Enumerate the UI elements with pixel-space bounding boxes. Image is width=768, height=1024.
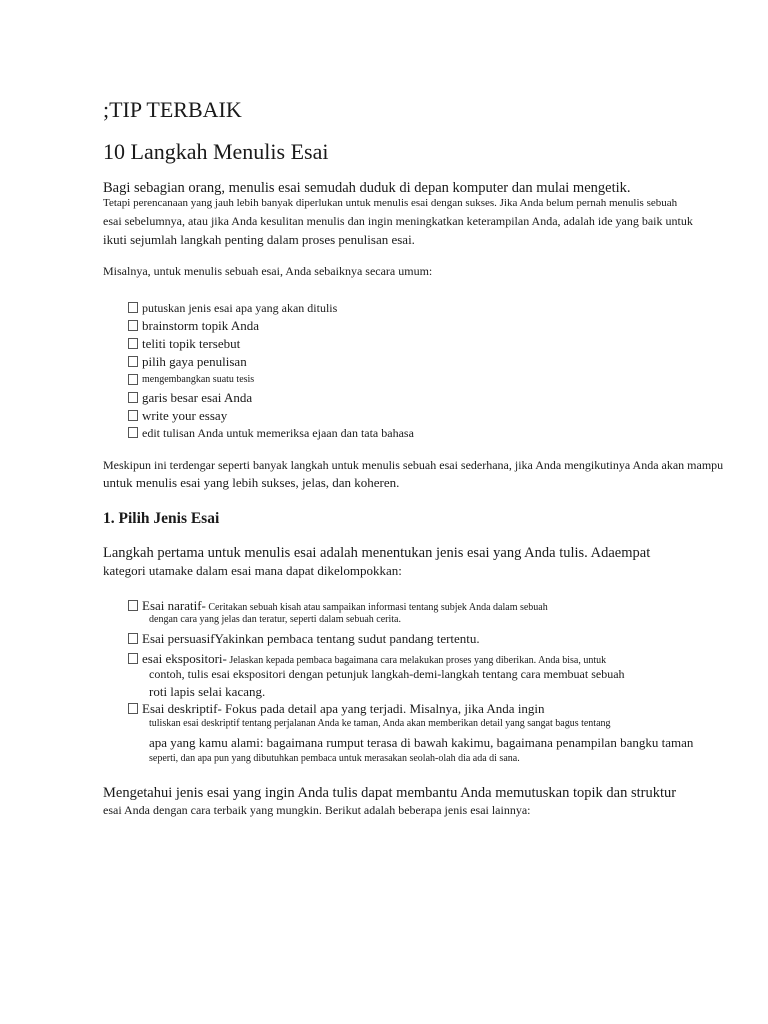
closing-line-1: Mengetahui jenis esai yang ingin Anda tulis dapat membantu Anda memutuskan topik dan struktur: [103, 785, 677, 801]
list-item: brainstorm topik Anda: [128, 319, 259, 332]
checkbox-icon: [128, 356, 138, 367]
type-ekspositori-desc: roti lapis selai kacang.: [149, 684, 266, 699]
list-item: write your essay: [128, 409, 227, 422]
section-heading: 1. Pilih Jenis Esai: [103, 510, 220, 527]
list-item: Esai persuasifYakinkan pembaca tentang sudut pandang tertentu.: [128, 632, 480, 645]
checkbox-icon: [128, 392, 138, 403]
section-intro-line-1: Langkah pertama untuk menulis esai adalah menentukan jenis esai yang Anda tulis. Adaempat: [103, 545, 651, 561]
intro-line-3: esai sebelumnya, atau jika Anda kesulitan menulis dan ingin meningkatkan keterampilan Anda, adalah ide yang baik untuk: [103, 214, 693, 228]
closing-line-2: esai Anda dengan cara terbaik yang mungkin. Berikut adalah beberapa jenis esai lainnya:: [103, 803, 531, 817]
checkbox-icon: [128, 633, 138, 644]
type-deskriptif-desc: apa yang kamu alami: bagaimana rumput terasa di bawah kakimu, bagaimana penampilan bangku taman: [149, 735, 694, 750]
type-deskriptif-desc: seperti, dan apa pun yang dibutuhkan pembaca untuk merasakan seolah-olah dia ada di sana.: [149, 753, 520, 764]
section-intro-line-2: kategori utamake dalam esai mana dapat dikelompokkan:: [103, 563, 402, 578]
list-item: esai ekspositori- Jelaskan kepada pembaca bagaimana cara melakukan proses yang diberikan. Anda bisa, untuk: [128, 651, 606, 667]
list-item: edit tulisan Anda untuk memeriksa ejaan dan tata bahasa: [128, 427, 414, 439]
type-naratif-desc: dengan cara yang jelas dan teratur, seperti dalam sebuah cerita.: [149, 614, 401, 625]
list-item: putuskan jenis esai apa yang akan ditulis: [128, 302, 337, 314]
checkbox-icon: [128, 374, 138, 385]
after-line-1: Meskipun ini terdengar seperti banyak langkah untuk menulis sebuah esai sederhana, jika Anda mengikutinya Anda akan mampu: [103, 458, 724, 472]
intro-line-1: Bagi sebagian orang, menulis esai semudah duduk di depan komputer dan mulai mengetik.: [103, 180, 631, 196]
list-item: Esai deskriptif- Fokus pada detail apa yang terjadi. Misalnya, jika Anda ingin: [128, 702, 545, 715]
list-item: Esai naratif- Ceritakan sebuah kisah atau sampaikan informasi tentang subjek Anda dalam sebuah: [128, 598, 548, 614]
steps-lead: Misalnya, untuk menulis sebuah esai, Anda sebaiknya secara umum:: [103, 264, 433, 278]
checkbox-icon: [128, 410, 138, 421]
tip-heading: ;TIP TERBAIK: [103, 97, 242, 122]
list-item: teliti topik tersebut: [128, 337, 240, 350]
list-item: pilih gaya penulisan: [128, 355, 247, 368]
list-item: garis besar esai Anda: [128, 391, 252, 404]
checkbox-icon: [128, 338, 138, 349]
type-ekspositori-desc: contoh, tulis esai ekspositori dengan petunjuk langkah-demi-langkah tentang cara membuat sebuah: [149, 667, 625, 681]
checkbox-icon: [128, 703, 138, 714]
checkbox-icon: [128, 320, 138, 331]
after-line-2: untuk menulis esai yang lebih sukses, jelas, dan koheren.: [103, 475, 400, 490]
intro-line-4: ikuti sejumlah langkah penting dalam proses penulisan esai.: [103, 232, 415, 247]
checkbox-icon: [128, 427, 138, 438]
checkbox-icon: [128, 653, 138, 664]
list-item: mengembangkan suatu tesis: [128, 375, 254, 385]
type-deskriptif-desc: tuliskan esai deskriptif tentang perjalanan Anda ke taman, Anda akan memberikan detail yang sangat bagus tentang: [149, 718, 611, 729]
checkbox-icon: [128, 302, 138, 313]
page-title: 10 Langkah Menulis Esai: [103, 139, 329, 164]
checkbox-icon: [128, 600, 138, 611]
intro-line-2: Tetapi perencanaan yang jauh lebih banyak diperlukan untuk menulis esai dengan sukses. Jika Anda belum pernah menulis sebuah: [103, 197, 678, 209]
